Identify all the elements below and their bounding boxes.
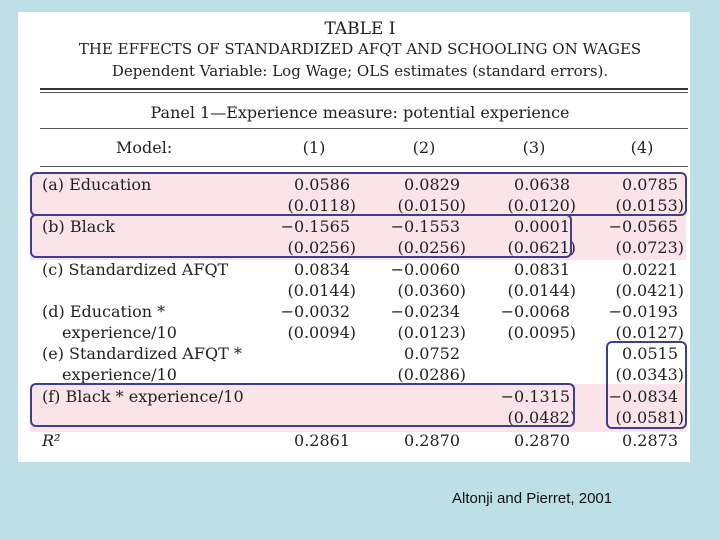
cell-edu-exp-se-2: (0.0123) (397, 323, 466, 342)
model-header-2: (2) (412, 138, 436, 157)
cell-education-est-3: 0.0638 (514, 175, 570, 194)
cell-edu-exp-est-3: −0.0068 (500, 302, 570, 321)
cell-afqt-se-4: (0.0421) (615, 281, 684, 300)
model-header-1: (1) (302, 138, 326, 157)
cell-education-se-2: (0.0150) (397, 196, 466, 215)
top-rule-2 (40, 92, 688, 93)
cell-black-est-2: −0.1553 (390, 217, 460, 236)
cell-r2-3: 0.2870 (514, 431, 570, 450)
panel-rule (40, 128, 688, 129)
cell-black-est-1: −0.1565 (280, 217, 350, 236)
cell-black-se-4: (0.0723) (615, 238, 684, 257)
cell-edu-exp-se-3: (0.0095) (507, 323, 576, 342)
cell-black-est-3: 0.0001 (514, 217, 570, 236)
box-black-exp-row (30, 383, 575, 427)
cell-afqt-exp-est-2: 0.0752 (404, 344, 460, 363)
cell-edu-exp-est-2: −0.0234 (390, 302, 460, 321)
panel-heading: Panel 1—Experience measure: potential experience (150, 103, 570, 122)
top-rule (40, 88, 688, 90)
cell-education-se-4: (0.0153) (615, 196, 684, 215)
model-header-4: (4) (630, 138, 654, 157)
cell-afqt-est-3: 0.0831 (514, 260, 570, 279)
row-label-black-exp: (f) Black * experience/10 (42, 387, 244, 406)
cell-black-se-2: (0.0256) (397, 238, 466, 257)
row-label-afqt: (c) Standardized AFQT (42, 260, 229, 279)
cell-afqt-exp-se-4: (0.0343) (615, 365, 684, 384)
box-education-row (30, 172, 687, 216)
cell-education-se-3: (0.0120) (507, 196, 576, 215)
citation-caption: Altonji and Pierret, 2001 (452, 490, 613, 507)
cell-black-se-3: (0.0621) (507, 238, 576, 257)
cell-black-exp-est-4: −0.0834 (608, 387, 678, 406)
row-label-edu-exp: (d) Education * (42, 302, 166, 321)
cell-r2-4: 0.2873 (622, 431, 678, 450)
cell-edu-exp-est-1: −0.0032 (280, 302, 350, 321)
row-label-afqt-exp-cont: experience/10 (62, 365, 177, 384)
cell-afqt-se-3: (0.0144) (507, 281, 576, 300)
table-dependent-variable: Dependent Variable: Log Wage; OLS estimates (standard errors). (111, 62, 609, 80)
cell-education-est-1: 0.0586 (294, 175, 350, 194)
box-black-row (30, 214, 572, 258)
cell-edu-exp-est-4: −0.0193 (608, 302, 678, 321)
header-rule (40, 166, 688, 167)
row-label-education: (a) Education (42, 175, 152, 194)
cell-r2-2: 0.2870 (404, 431, 460, 450)
cell-education-se-1: (0.0118) (287, 196, 356, 215)
cell-black-exp-se-3: (0.0482) (507, 408, 576, 427)
cell-afqt-exp-est-4: 0.0515 (622, 344, 678, 363)
cell-black-exp-est-3: −0.1315 (500, 387, 570, 406)
cell-education-est-2: 0.0829 (404, 175, 460, 194)
cell-afqt-se-1: (0.0144) (287, 281, 356, 300)
cell-education-est-4: 0.0785 (622, 175, 678, 194)
cell-black-exp-se-4: (0.0581) (615, 408, 684, 427)
cell-r2-1: 0.2861 (294, 431, 350, 450)
model-header-3: (3) (522, 138, 546, 157)
cell-afqt-est-4: 0.0221 (622, 260, 678, 279)
row-label-edu-exp-cont: experience/10 (62, 323, 177, 342)
cell-afqt-se-2: (0.0360) (397, 281, 466, 300)
cell-edu-exp-se-4: (0.0127) (615, 323, 684, 342)
row-label-afqt-exp: (e) Standardized AFQT * (42, 344, 242, 363)
table-subtitle: THE EFFECTS OF STANDARDIZED AFQT AND SCHOOLING ON WAGES (78, 40, 642, 58)
cell-edu-exp-se-1: (0.0094) (287, 323, 356, 342)
cell-black-est-4: −0.0565 (608, 217, 678, 236)
row-label-black: (b) Black (42, 217, 115, 236)
model-label: Model: (116, 138, 173, 157)
cell-afqt-est-2: −0.0060 (390, 260, 460, 279)
row-label-r2: R² (42, 431, 61, 450)
cell-afqt-est-1: 0.0834 (294, 260, 350, 279)
table-title: TABLE I (324, 19, 396, 39)
cell-afqt-exp-se-2: (0.0286) (397, 365, 466, 384)
cell-black-se-1: (0.0256) (287, 238, 356, 257)
box-model4-interactions (606, 341, 687, 429)
